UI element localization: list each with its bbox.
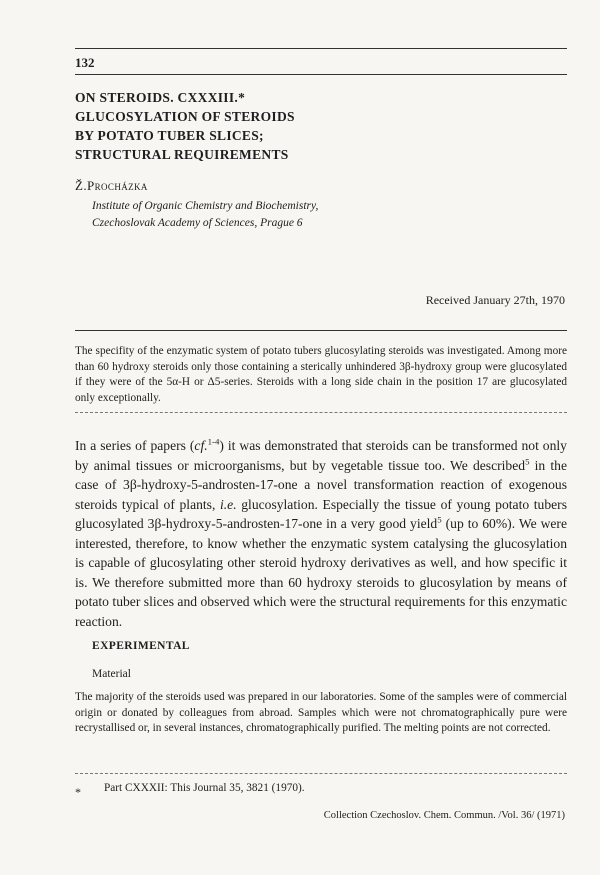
title-line: ON STEROIDS. CXXXIII.* — [75, 90, 246, 105]
top-rule — [75, 48, 567, 49]
footnote-rule — [75, 773, 567, 774]
material-paragraph: The majority of the steroids used was prepared in our laboratories. Some of the samples were of commercial origin or donated by colleagues from abroad. Samples which were not chromatographically pure were recrystallised or, in several instances, chromatographically purified. The melting points are not corrected. — [75, 691, 567, 735]
text-run: ) it was demonstrated that steroids can be transformed not only by animal tissues or microorganisms, but by vegetable tissue too. We described — [75, 438, 567, 473]
abstract-text: The specifity of the enzymatic system of potato tubers glucosylating steroids was investigated. Among more than 60 hydroxy steroids only those containing a sterically unhindered 3β-hydroxy group were glucosylated if they were of the 5α-H or Δ5-series. Steroids with a long side chain in the position 17 are glucosylated only exceptionally. — [75, 345, 567, 404]
citation-superscript: 1-4 — [207, 436, 220, 447]
title-line: BY POTATO TUBER SLICES; — [75, 128, 264, 143]
received-date: Received January 27th, 1970 — [425, 293, 565, 307]
journal-footer: Collection Czechoslov. Chem. Commun. /Vol. 36/ (1971) — [323, 810, 565, 821]
article-title — [75, 88, 295, 164]
subsection-heading: Material — [92, 668, 131, 680]
intro-paragraph — [75, 436, 567, 631]
abstract-bottom-rule — [75, 412, 567, 413]
text-run: in the case of 3β-hydroxy-5-androsten-17-one a novel transformation reaction of exogenous steroids typical of plants, — [75, 457, 567, 512]
text-run: (up to 60%). We were interested, therefore, to know whether the enzymatic system catalysing the glucosylation is capable of glucosylating other steroid hydroxy derivatives as well, and how specific it is. We therefore submitted more than 60 hydroxy steroids to glucosylation by means of potato tuber slices and observed which were the structural requirements for this enzymatic reaction. — [75, 516, 567, 629]
title-line: STRUCTURAL REQUIREMENTS — [75, 147, 289, 162]
footnote-text: Part CXXXII: This Journal 35, 3821 (1970). — [104, 782, 305, 794]
header-rule — [75, 74, 567, 75]
text-run: In a series of papers ( — [75, 438, 195, 453]
title-line: GLUCOSYLATION OF STEROIDS — [75, 109, 295, 124]
page-number: 132 — [75, 55, 95, 70]
text-run: glucosylation. Especially the tissue of young potato tubers glucosylated 3β-hydroxy-5-androsten-17-one in a very good yield — [75, 496, 567, 531]
affiliation-line: Czechoslovak Academy of Sciences, Prague 6 — [92, 217, 303, 229]
author-name: Ž.Procházka — [75, 178, 148, 193]
section-heading: EXPERIMENTAL — [92, 640, 190, 652]
citation-superscript: 5 — [525, 455, 530, 466]
abstract — [75, 344, 567, 406]
abstract-top-rule — [75, 330, 567, 331]
text-run: i.e. — [220, 496, 237, 512]
affiliation-line: Institute of Organic Chemistry and Biochemistry, — [92, 200, 319, 212]
affiliation — [92, 198, 318, 232]
footnote-marker: * — [75, 785, 81, 799]
text-run: cf. — [194, 438, 208, 453]
citation-superscript: 5 — [437, 514, 442, 525]
